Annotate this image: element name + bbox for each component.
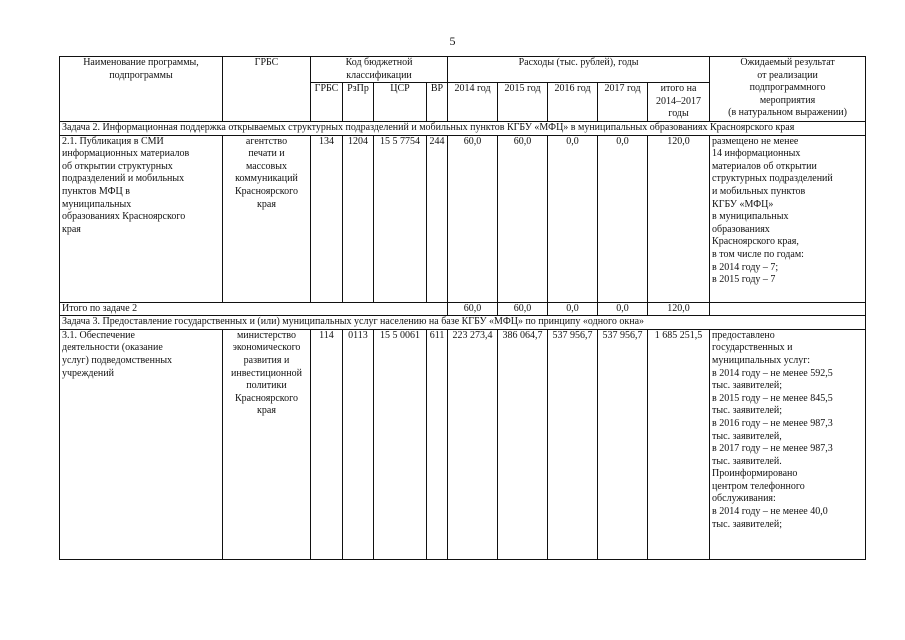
header-expenses: Расходы (тыс. рублей), годы <box>448 57 710 83</box>
task3-title: Задача 3. Предоставление государственных и (или) муниципальных услуг населению на базе КГБУ «МФЦ» по принципу «одного окна» <box>60 316 866 330</box>
task2-total-result <box>710 302 866 316</box>
row-name: 2.1. Публикация в СМИ информационных материалов об открытии структурных подразделений и мобильных пунктов МФЦ в муниципальных образованиях Красноярского края <box>60 135 223 302</box>
row-csr: 15 5 7754 <box>374 135 427 302</box>
subheader-grbs: ГРБС <box>311 83 343 122</box>
row-rzpr: 1204 <box>343 135 374 302</box>
row-grbs-code: 114 <box>311 329 343 559</box>
row-grbs-name: министерство экономического развития и инвестиционной политики Красноярского края <box>223 329 311 559</box>
task2-title-row <box>60 121 866 135</box>
header-row <box>60 57 866 83</box>
row-result: размещено не менее 14 информационных материалов об открытии структурных подразделений и мобильных пунктов КГБУ «МФЦ» в муниципальных образованиях Красноярского края, в том числе по годам: в 2014 году – 7; в 2015 году – 7 <box>710 135 866 302</box>
subheader-2016: 2016 год <box>548 83 598 122</box>
task2-total-2016: 0,0 <box>548 302 598 316</box>
table-row <box>60 135 866 302</box>
row-total: 1 685 251,5 <box>648 329 710 559</box>
header-name: Наименование программы, подпрограммы <box>60 57 223 122</box>
row-vr: 244 <box>427 135 448 302</box>
row-2014: 60,0 <box>448 135 498 302</box>
row-rzpr: 0113 <box>343 329 374 559</box>
row-2015: 60,0 <box>498 135 548 302</box>
task2-title: Задача 2. Информационная поддержка открываемых структурных подразделений и мобильных пунктов КГБУ «МФЦ» в муниципальных образованиях Красноярского края <box>60 121 866 135</box>
task2-total-2015: 60,0 <box>498 302 548 316</box>
row-vr: 611 <box>427 329 448 559</box>
row-2016: 537 956,7 <box>548 329 598 559</box>
row-2015: 386 064,7 <box>498 329 548 559</box>
row-2014: 223 273,4 <box>448 329 498 559</box>
subheader-total: итого на 2014–2017 годы <box>648 83 710 122</box>
row-result: предоставлено государственных и муниципальных услуг: в 2014 году – не менее 592,5 тыс. заявителей; в 2015 году – не менее 845,5 тыс. заявителей; в 2016 году – не менее 987,3 тыс. заявителей, в 2017 году – не менее 987,3 тыс. заявителей. Проинформировано центром телефонного обслуживания: в 2014 году – не менее 40,0 тыс. заявителей; <box>710 329 866 559</box>
page-number: 5 <box>449 34 456 48</box>
row-grbs-code: 134 <box>311 135 343 302</box>
header-result: Ожидаемый результат от реализации подпрограммного мероприятия (в натуральном выражении) <box>710 57 866 122</box>
row-2016: 0,0 <box>548 135 598 302</box>
task2-total-row <box>60 302 866 316</box>
subheader-2014: 2014 год <box>448 83 498 122</box>
row-name: 3.1. Обеспечение деятельности (оказание услуг) подведомственных учреждений <box>60 329 223 559</box>
task2-total-2017: 0,0 <box>598 302 648 316</box>
task2-total-sum: 120,0 <box>648 302 710 316</box>
row-2017: 537 956,7 <box>598 329 648 559</box>
subheader-vr: ВР <box>427 83 448 122</box>
program-table <box>59 56 866 560</box>
row-csr: 15 5 0061 <box>374 329 427 559</box>
row-grbs-name: агентство печати и массовых коммуникаций Красноярского края <box>223 135 311 302</box>
header-grbs: ГРБС <box>223 57 311 122</box>
subheader-rzpr: РзПр <box>343 83 374 122</box>
task2-total-2014: 60,0 <box>448 302 498 316</box>
subheader-2015: 2015 год <box>498 83 548 122</box>
table-row <box>60 329 866 559</box>
task2-total-label: Итого по задаче 2 <box>60 302 448 316</box>
header-budget-code: Код бюджетной классификации <box>311 57 448 83</box>
subheader-csr: ЦСР <box>374 83 427 122</box>
row-total: 120,0 <box>648 135 710 302</box>
row-2017: 0,0 <box>598 135 648 302</box>
subheader-2017: 2017 год <box>598 83 648 122</box>
task3-title-row <box>60 316 866 330</box>
